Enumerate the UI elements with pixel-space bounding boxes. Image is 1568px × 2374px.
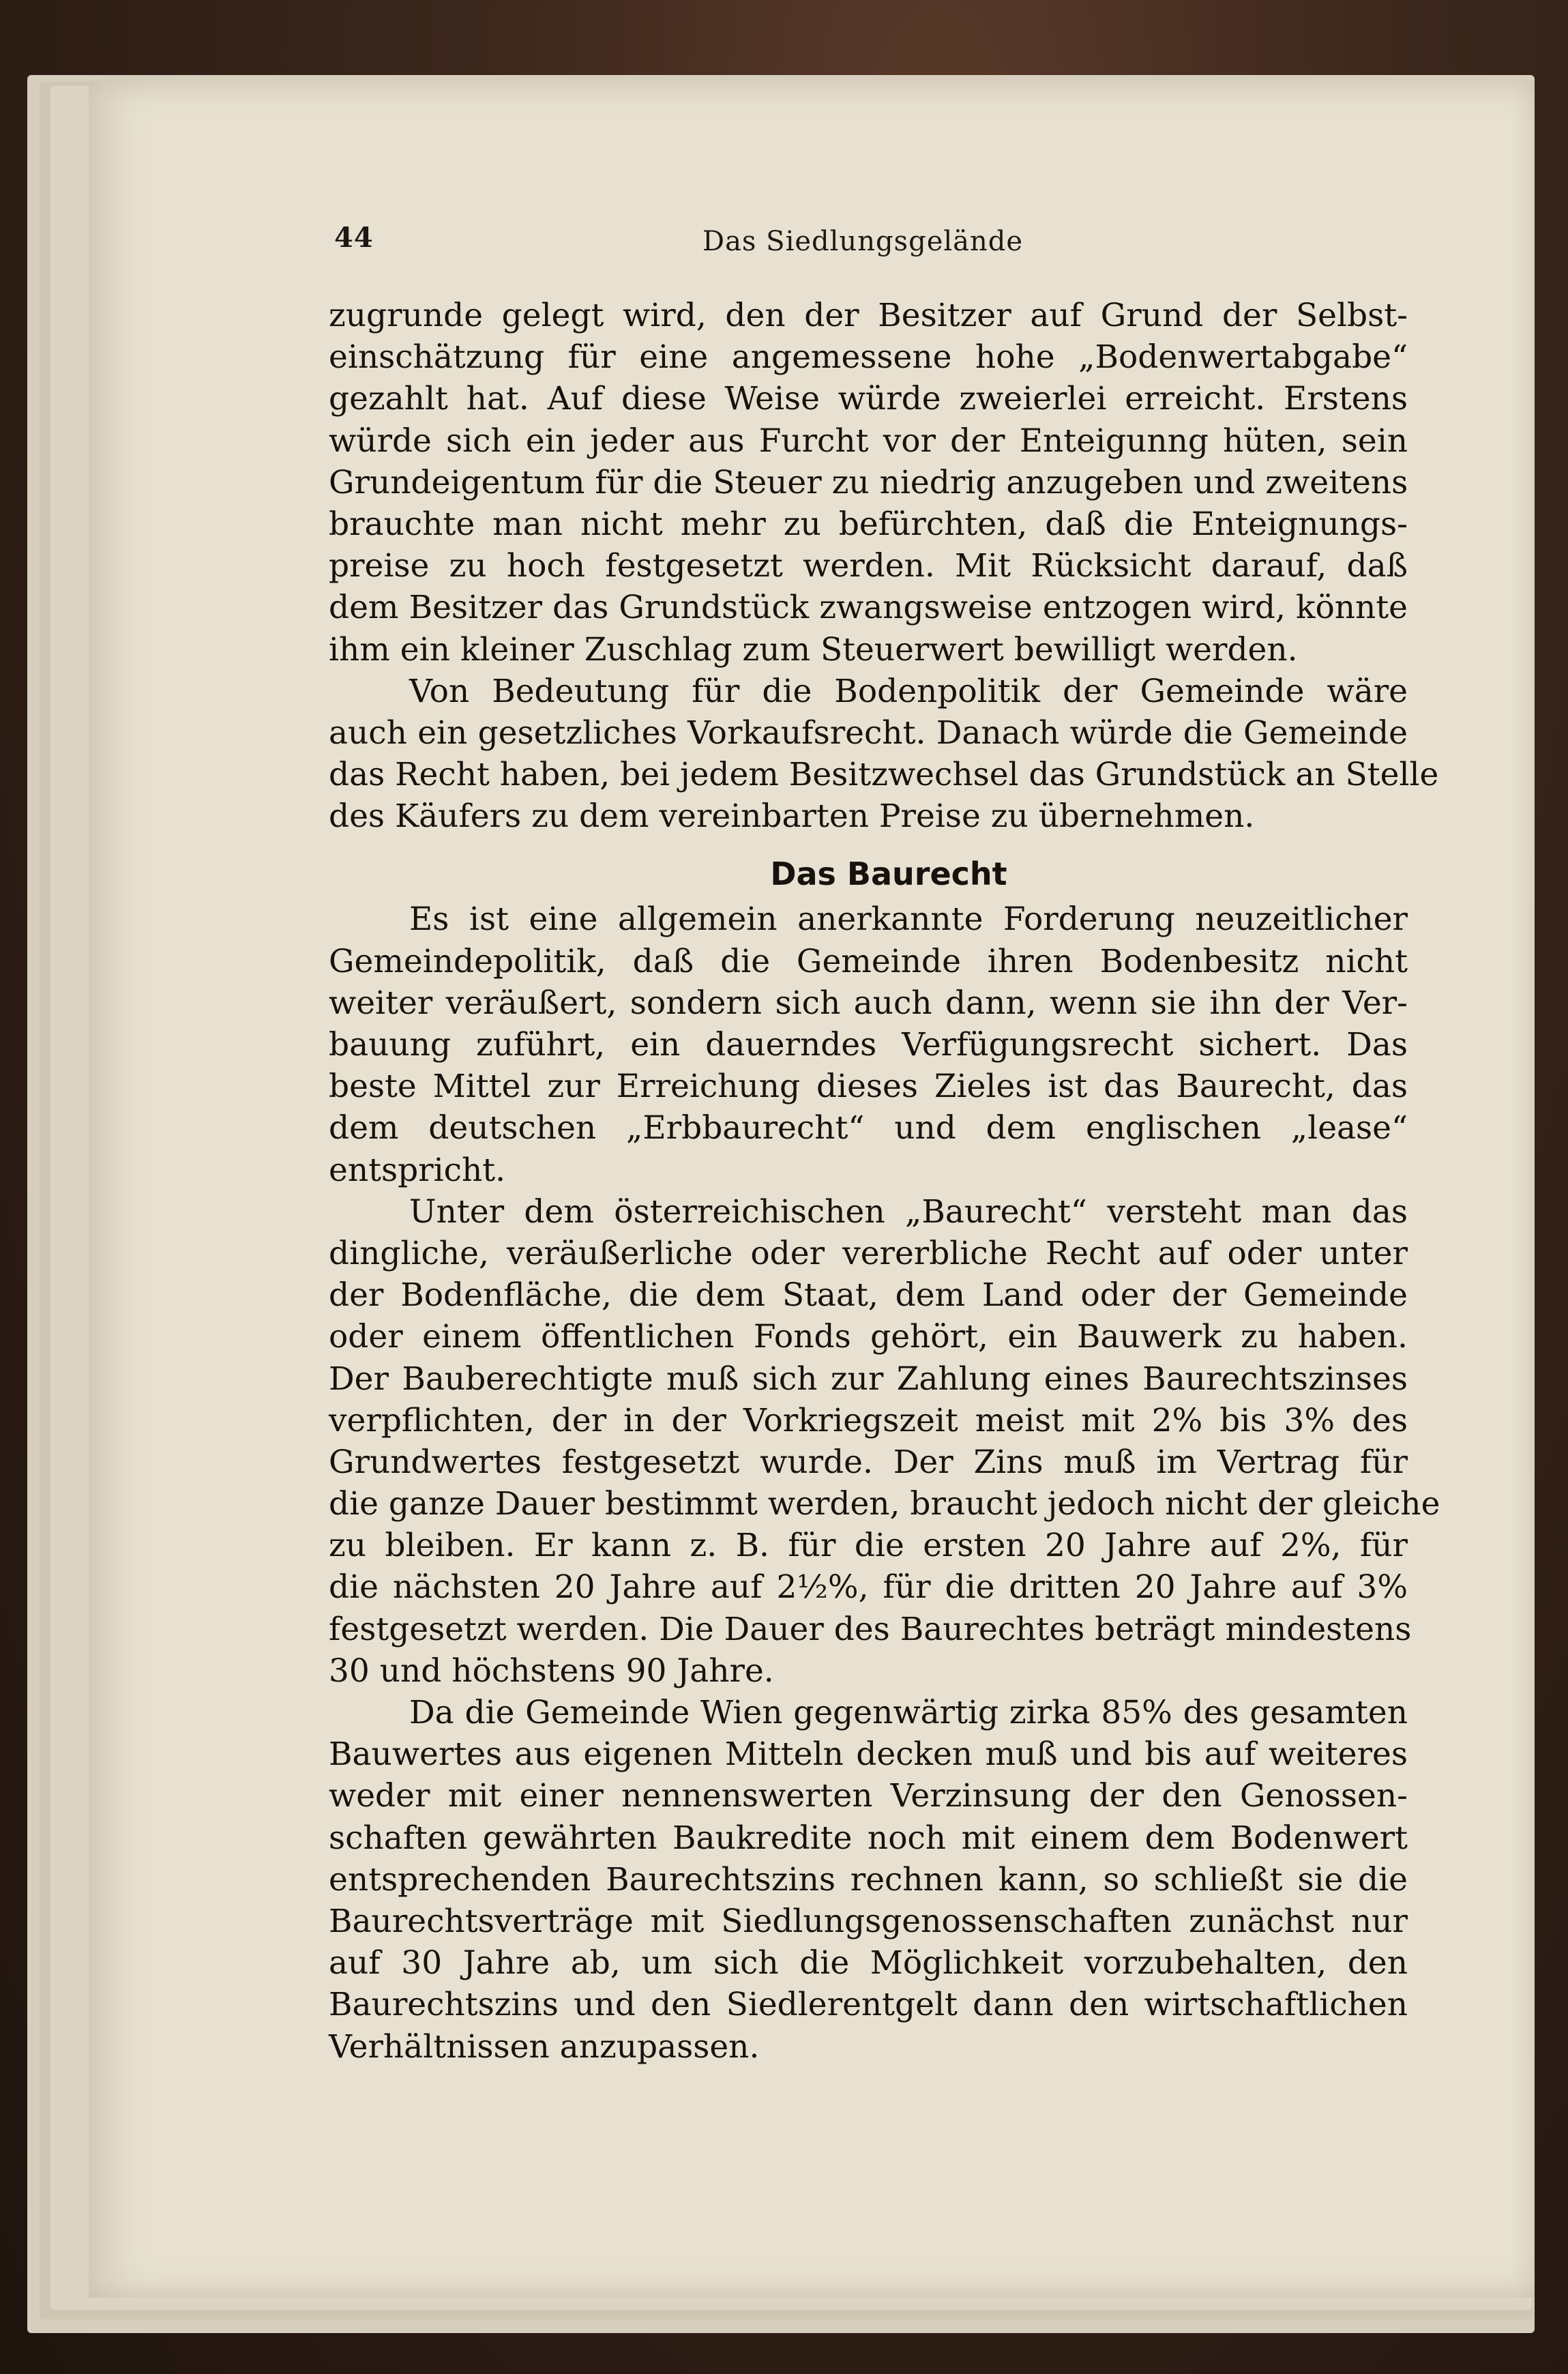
text-line: dingliche, veräußerliche oder vererbliche Recht auf oder unter [329,1234,1408,1272]
section-heading: Das Baurecht [770,855,1007,893]
text-line: weiter veräußert, sondern sich auch dann, wenn sie ihn der Ver- [329,984,1408,1022]
text-line: die ganze Dauer bestimmt werden, braucht jedoch nicht der gleiche [329,1485,1440,1523]
text-line: des Käufers zu dem vereinbarten Preise zu übernehmen. [329,797,1255,836]
text-line: dem deutschen „Erbbaurecht“ und dem englischen „lease“ [329,1109,1408,1147]
text-line: Bauwertes aus eigenen Mitteln decken muß und bis auf weiteres [329,1735,1408,1774]
text-line: gezahlt hat. Auf diese Weise würde zweierlei erreicht. Erstens [329,380,1408,418]
paragraph [329,1191,1440,1692]
text-line: oder einem öffentlichen Fonds gehört, ein Bauwerk zu haben. [329,1318,1408,1356]
text-line: zu bleiben. Er kann z. B. für die ersten 20 Jahre auf 2%, für [329,1527,1408,1565]
page-header [334,222,1405,263]
running-head: Das Siedlungsgelände [702,226,1024,257]
text-line: bauung zuführt, ein dauerndes Verfügungsrecht sichert. Das [329,1026,1408,1064]
text-line: weder mit einer nennenswerten Verzinsung der den Genossen- [329,1777,1408,1815]
text-line: ihm ein kleiner Zuschlag zum Steuerwert bewilligt werden. [329,630,1298,669]
text-line: schaften gewährten Baukredite noch mit einem dem Bodenwert [329,1819,1408,1857]
text-line: die nächsten 20 Jahre auf 2½%, für die dritten 20 Jahre auf 3% [329,1568,1408,1607]
text-line: zugrunde gelegt wird, den der Besitzer auf Grund der Selbst- [329,297,1408,334]
text-line: Von Bedeutung für die Bodenpolitik der Gemeinde wäre [409,672,1408,710]
text-line: der Bodenfläche, die dem Staat, dem Land oder der Gemeinde [329,1276,1408,1315]
paragraph [329,295,1408,671]
text-line: festgesetzt werden. Die Dauer des Baurechtes beträgt mindestens [329,1610,1412,1648]
paragraph [329,898,1408,1190]
text-line: Grundeigentum für die Steuer zu niedrig anzugeben und zweitens [329,463,1408,501]
text-line: Verhältnissen anzupassen. [329,2027,760,2066]
paragraph [329,1692,1408,2068]
text-line: beste Mittel zur Erreichung dieses Zieles ist das Baurecht, das [329,1068,1408,1106]
text-line: würde sich ein jeder aus Furcht vor der Enteigunng hüten, sein [329,422,1408,460]
text-line: Der Bauberechtigte muß sich zur Zahlung eines Baurechtszinses [329,1360,1408,1398]
text-line: entsprechenden Baurechtszins rechnen kann, so schließt sie die [329,1860,1408,1899]
text-line: Baurechtszins und den Siedlerentgelt dann den wirtschaftlichen [329,1986,1408,2024]
paragraph [329,671,1439,838]
text-line: Da die Gemeinde Wien gegenwärtig zirka 85% des gesamten [409,1694,1408,1731]
text-line: Grundwertes festgesetzt wurde. Der Zins muß im Vertrag für [329,1443,1408,1481]
text-line: entspricht. [329,1151,506,1189]
text-line: auf 30 Jahre ab, um sich die Möglichkeit vorzubehalten, den [329,1944,1408,1982]
text-line: Baurechtsverträge mit Siedlungsgenossenschaften zunächst nur [329,1902,1408,1940]
text-line: Es ist eine allgemein anerkannte Forderung neuzeitlicher [409,900,1408,939]
text-line: dem Besitzer das Grundstück zwangsweise entzogen wird, könnte [329,589,1408,627]
text-line: das Recht haben, bei jedem Besitzwechsel das Grundstück an Stelle [329,756,1439,794]
text-line: verpflichten, der in der Vorkriegszeit meist mit 2% bis 3% des [329,1401,1408,1439]
text-line: Gemeindepolitik, daß die Gemeinde ihren Bodenbesitz nicht [329,942,1408,980]
text-line: auch ein gesetzliches Vorkaufsrecht. Danach würde die Gemeinde [329,714,1408,752]
page-number: 44 [334,222,374,254]
text-line: 30 und höchstens 90 Jahre. [329,1652,774,1690]
text-line: einschätzung für eine angemessene hohe „Bodenwertabgabe“ [329,338,1408,377]
text-line: brauchte man nicht mehr zu befürchten, daß die Enteignungs- [329,505,1408,543]
text-line: preise zu hoch festgesetzt werden. Mit Rücksicht darauf, daß [329,547,1408,585]
text-line: Unter dem österreichischen „Baurecht“ versteht man das [409,1192,1408,1231]
body-text [329,295,1440,2068]
